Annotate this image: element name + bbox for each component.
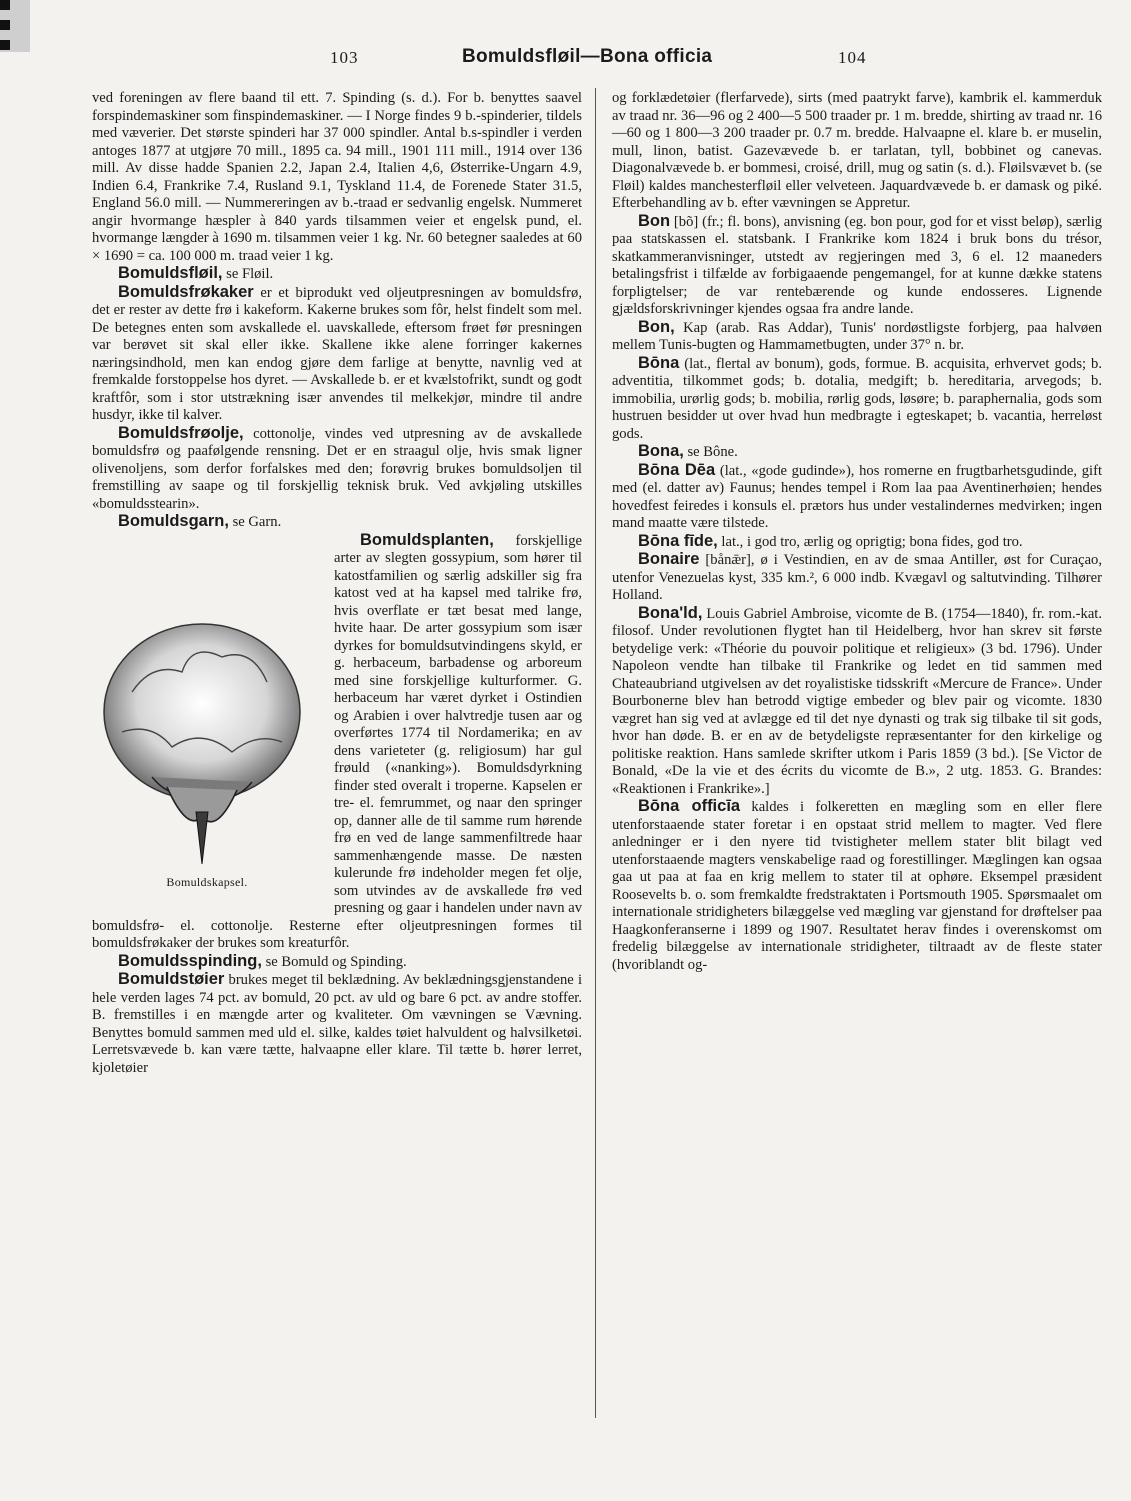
entry-text: er et biprodukt ved oljeutpresningen av bomuldsfrø, det er rester av dette frø i kakeform. Kakerne brukes som fôr, helst findelt som mel. De betegnes enten som avskallede el. uavskallede, eftersom frøet før presningen var berøvet sit skal eller ikke. Skallene ikke alene forringer kakernes næringsindhold, men kan endog gjøre dem farlige at benytte, navnlig ved at fremkalde forstoppelse hos dyret. — Avskallede b. er et kvælstofrikt, sundt og godt kraftfôr, som i stor utstrækning især anvendes til melkekjør, mindre til andre husdyr, ikke til kalver. [92,284,582,423]
running-title: Bomuldsfløil—Bona officia [462,46,713,67]
entry-bona-officia [612,798,1102,974]
entry-headword: Bomuldsgarn, [118,512,229,530]
column-divider [595,88,596,1418]
right-column [612,90,1102,974]
page-number-right: 104 [838,48,867,67]
entry-bona-lat [612,355,1102,444]
entry-text: brukes meget til beklædning. Av beklædningsgjenstandene i hele verden lages 74 pct. av bomuld, 20 pct. av uld og bare 6 pct. av andre stoffer. B. fremstilles i en mængde arter og kvaliteter. Om vævningen se Vævning. Benyttes bomuld sammen med uld el. silke, kaldes tøiet halvuldent og halvsilketøi. Lerretsvævede b. kan være tætte, halvaapne eller klare. Til tætte b. hører lerret, kjoletøier [92,972,582,1076]
entry-text: [bõ] (fr.; fl. bons), anvisning (eg. bon pour, god for et visst beløp), særlig paa statskassen el. statsbank. I Frankrike kom 1824 i bruk bons du trésor, skatkammeranvisninger, utstedt av regjeringen med 3, 6 el. 12 maaneders betalingsfrist i tilfælde av forbigaaende pengemangel, for at kunne dække statens forpligtelser; de var rentebærende og kunde endosseres. Lignende gjældsforskrivninger kjendes ogsaa fra andre lande. [612,213,1102,317]
entry-bomuldsgarn [92,513,582,532]
entry-headword: Bōna fīde, [638,531,718,550]
entry-headword: Bōna Dēa [638,460,716,479]
page-number-left: 103 [330,48,359,67]
entry-headword: Bona'ld, [638,603,703,622]
entry-headword: Bomuldsspinding, [118,951,262,970]
entry-bonald [612,605,1102,799]
entry-headword: Bon [638,211,671,230]
entry-bona-dea [612,462,1102,533]
entry-bona-fide [612,533,1102,552]
entry-text: (lat., «gode gudinde»), hos romerne en frugtbarhetsgudinde, gift med (el. datter av) Faunus; hendes tempel i Rom laa paa Aventinerhøien; hendes hovedfest feiredes i konsuls el. prætors hus under vestalindernes medvirken; ingen mand maatte være tilstede. [612,462,1103,531]
entry-text: forskjellige arter av slegten gossypium, som hører til katostfamilien og særlig adskiller sig fra katost ved at ha kapsel med talrike frø, hvis overflate er tæt besat med lange, hvite haar. De arter gossypium som især dyrkes for bomuldsutvindingens skyld, er g. herbaceum, barbadense og arboreum med sine forskjellige kulturformer. G. herbaceum har været dyrket i Ostindien og Arabien i over halvtredje tusen aar og overførtes 1774 til Nordamerika; en av dens varieteter (g. religiosum) har gul frøuld («nanking»). Bomuldsdyrkning finder sted overalt i troperne. Kapselen er tre- el. femrummet, og naar den springer op, danner alle de til samme rum hørende frø en ved de lange sammenfiltrede haar sammenhængende masse. De næsten kulerunde frø indeholder megen fet olje, som utvindes av de avskallede frø ved presning og gaar i handelen under navn av bomuldsfrø- el. cottonolje. Resterne efter oljeutpresningen formes til bomuldsfrøkaker der brukes som kreaturfôr. [92,532,582,951]
entry-bon-kap [612,319,1102,355]
entry-headword: Bona, [638,442,684,460]
entry-bomuldsfrokaker [92,284,582,425]
entry-bomuldstoier [92,971,582,1077]
entry-bon-anvisning [612,213,1102,319]
entry-text: kaldes i folkeretten en mægling som en eller flere utenforstaaende stater foretar i en opstaat strid mellem to magter. Ved flere anledninger er i den nyere tid tvistigheter mellem stater blit bilagt ved utenforstaaende magters venskabelige raad og forestillinger. Mæglingen kan ogsaa gaa ut paa at faa en krig mellem to stater til at ophøre. Eksempel præsident Roosevelts b. o. som fremkaldte fredstraktaten i Portsmouth 1905. Spørsmaalet om internationale stridigheters bilæggelse ved mægling var gjenstand for drøftelser paa Haagkonferanserne i 1899 og 1907. Resultatet herav findes i overenskomst om fredelig bilæggelse av internationale stridigheter, tiltraadt av de fleste stater (hvoriblandt og- [612,799,1102,973]
entry-headword: Bonaire [638,550,700,568]
cotton-boll-illustration [92,602,322,902]
entry-text: (lat., flertal av bonum), gods, formue. B. acquisita, erhvervet gods; b. adventitia, tilkommet gods; b. dotalia, medgift; b. hereditaria, arvegods; b. immobilia, urørlig gods; b. mobilia, rørlig gods, løsøre; b. paraphernalia, gods som hustruen besidder ut over hvad hun medbragte i egteskapet; b. vacantia, herreløst gods. [612,355,1102,442]
figure-caption: Bomuldskapsel. [166,874,248,889]
entry-bonaire [612,551,1102,605]
entry-text: se Garn. [228,514,282,530]
entry-text: se Fløil. [222,266,274,282]
entry-headword: Bomuldsfrøolje, [118,423,244,442]
entry-headword: Bon, [638,317,675,336]
entry-text: Kap (arab. Ras Addar), Tunis' nordøstligste forbjerg, paa halvøen mellem Tunis-bugten og Hammametbugten, under 37° n. br. [612,319,1102,353]
entry-headword: Bomuldsfløil, [118,264,223,282]
entry-headword: Bomuldsplanten, [360,530,494,549]
entry-bona-bone [612,443,1102,462]
page-header [0,48,1131,74]
entry-text: cottonolje, vindes ved utpresning av de avskallede bomuldsfrø og paafølgende rensning. Det er en straagul olje, hvis smak ligner olivenoljens, som derfor forfalskes med den; forøvrig brukes bomuldsoljen til fremstilling av saape og til forskjellig teknisk bruk. Ved avkjøling utskilles «bomuldsstearin». [92,425,582,512]
entry-headword: Bōna officīa [638,797,741,815]
entry-text: [bånǣr], ø i Vestindien, en av de smaa Antiller, øst for Curaçao, utenfor Venezuelas kyst, 335 km.², 6 000 indb. Kvægavl og saltutvinding. Tilhører Holland. [612,552,1102,603]
entry-bomuldsspinding [92,953,582,972]
entry-headword: Bōna [638,353,680,372]
entry-bomuldsfroolje [92,425,582,514]
entry-text: Louis Gabriel Ambroise, vicomte de B. (1754—1840), fr. rom.-kat. filosof. Under revolutionen flygtet han til Heidelberg, hvor han skrev sit første betydelige verk: «Théorie du pouvoir politique et religieux» (3 bd. 1796). Under Napoleon vendte han tilbake til Frankrike og ledet en tid sammen med Chateaubriand utgivelsen av det royalistiske tidsskrift «Mercure de France». Under Bourbonerne blev han betrodd vigtige embeder og blev pair og vicomte. 1830 vægret han sig ved at avlægge ed til det nye dynasti og trak sig tilbake til sit gods, hvor han døde. B. er en av de betydeligste repræsentanter for den kirkelige og politiske reaktion. Hans samlede skrifter utkom i Paris 1859 (3 bd.). [Se Victor de Bonald, «De la vie et des écrits du vicomte de B.», 2 utg. 1853. G. Brandes: «Reaktionen i Frankrike».] [612,605,1102,797]
entry-text: lat., i god tro, ærlig og oprigtig; bona fides, god tro. [717,533,1023,550]
left-column [92,90,582,1077]
entry-text: se Bomuld og Spinding. [261,953,407,970]
scan-corner-marker [0,0,30,52]
entry-headword: Bomuldsfrøkaker [118,282,254,301]
entry-text: se Bône. [683,444,738,460]
entry-headword: Bomuldstøier [118,970,225,988]
entry-bomuldsfloil [92,265,582,284]
entry-continuation: og forklædetøier (flerfarvede), sirts (med paatrykt farve), kambrik el. kammerduk av traad nr. 36—96 og 2 400—5 500 traader pr. 1 m. bredde, shirting av traad nr. 16—60 og 1 800—3 200 traader pr. 0.7 m. bredde. Halvaapne el. klare b. er muselin, mull, linon, batist. Gazevævede b. er tarlatan, tyll, bobbinet og canevas. Diagonalvævede b. er bommesi, croisé, drill, mug og satin (s. d.). Fløilsvævet b. (se Fløil) kaldes manchesterfløil eller velveteen. Jaquardvævede b. er damask og piké. Efterbehandling av b. efter vævningen se Appretur. [612,90,1102,211]
cotton-boll-drawing [92,602,312,872]
entry-continuation: ved foreningen av flere baand til ett. 7. Spinding (s. d.). For b. benyttes saavel forspindemaskiner som finspindemaskiner. — I Norge findes 9 b.-spinderier, tildels med væverier. Det største spinderi har 37 000 spindler. Antal b.s-spindler i verden antoges 1877 at utgjøre 70 mill., 1895 ca. 94 mill., 1901 111 mill., 1914 over 136 mill. Av disse hadde Spanien 2.2, Japan 2.4, Italien 4,6, Østerrike-Ungarn 4.9, Indien 6.4, Frankrike 7.4, Rusland 9.1, Tyskland 11.4, de Forenede Stater 31.5, England 56.0 mill. — Nummereringen av b.-traad er sedvanlig engelsk. Nummeret angir hvormange hæspler à 840 yards tilsammen veier et engelsk pund, el. hvormange længder à 1690 m. tilsammen veier 1 kg. Nr. 60 betegner saaledes at 60 × 1690 = ca. 100 000 m. traad veier 1 kg. [92,90,582,264]
